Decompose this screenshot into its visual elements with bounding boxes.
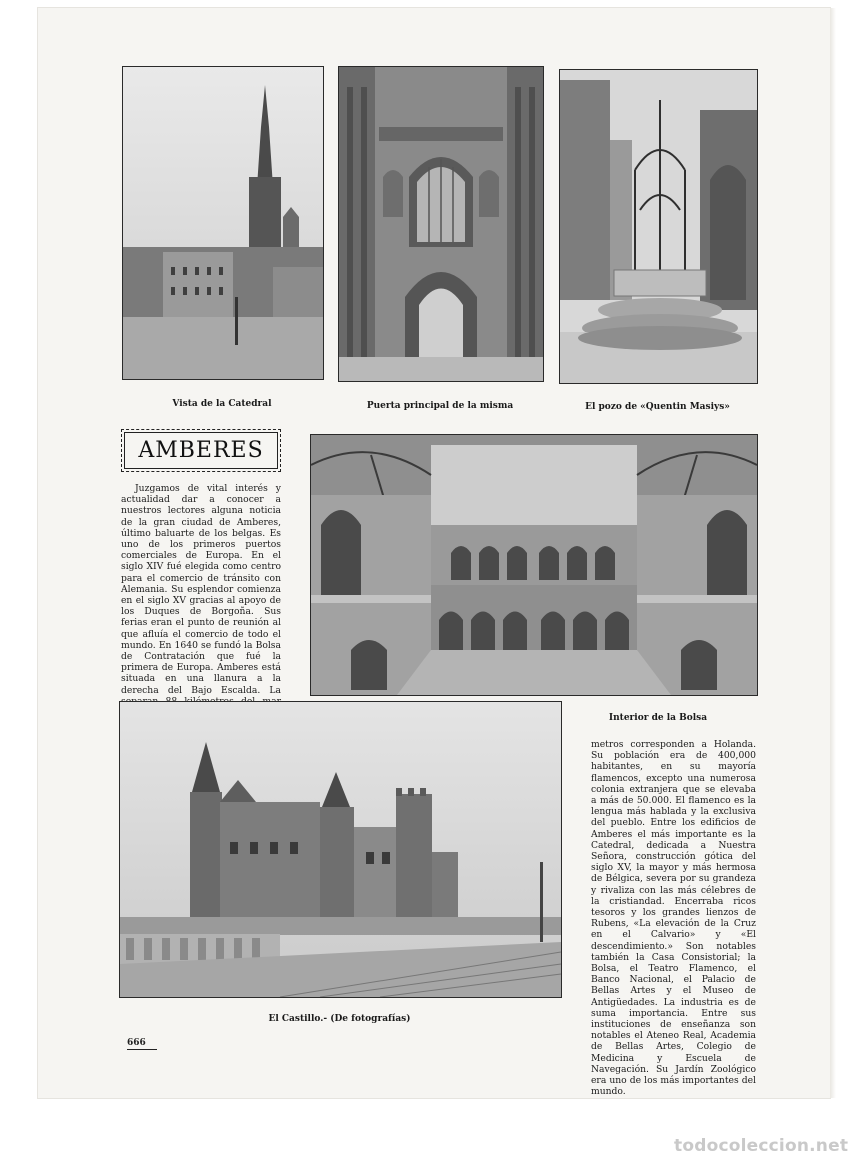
article-paragraph: Juzgamos de vital interés y actualidad dar a conocer a nuestros lectores alguna noticia de la gran ciudad de Amberes, último baluarte de los belgas. Es uno de los primeros puertos comerciales de Europa. En el siglo XIV fué elegida como centro para el comercio de tránsito con Alemania. Su esplendor comienza en el siglo XV gracias al apoyo de los Duques de Borgoña. Sus ferias eran el punto de reunión al que afluía el comercio de todo el mundo. En 1640 se fundó la Bolsa de Contratación que fué la primera de Europa. Amberes está situada en una llanura a la derecha del Bajo Escalda. La <box>121 483 281 696</box>
article-title-box <box>121 429 281 472</box>
caption-main-door: Puerta principal de la misma <box>366 401 514 411</box>
article-column-left <box>121 483 281 729</box>
photo-castle <box>119 701 562 998</box>
watermark-text: todocoleccion.net <box>674 1136 849 1156</box>
caption-bourse: Interior de la Bolsa <box>608 713 708 723</box>
photo-main-door <box>338 66 544 382</box>
article-paragraph-continued: metros corresponden a Holanda. Su población era de 400,000 habitantes, en su mayoría flamencos, excepto una numerosa colonia extranjera que se elevaba a más de 50.000. El flamenco es la lengua más hablada y la exclusiva del pueblo. Entre los edificios de Amberes el más importante es la Catedral, dedicada a Nuestra Señora, construcción gótica del siglo XV, la mayor y más hermosa de Bélgica, severa por su grandeza y rivaliza con las más célebres de la cristiandad. Encerraba ricos tesoros y los grandes lienzos de Rubens, «La elevación de la Cruz en el Calvario» y «El descendimiento.» Son notables también la Casa Consistorial; la Bolsa, el Teatro Flamenco, el Banco Nacional, el Palacio de Bellas Artes y el Museo de Antigüedades. La industria es de suma importancia. Entre sus instituciones de enseñanza son notables el Ateneo Real, Academia de Bellas Artes, Colegio de Medicina y Escuela de Navegación. Su Jardín Zoológico era uno de los más importantes del mundo. <box>591 739 756 1098</box>
article-title: AMBERES <box>138 438 264 463</box>
photo-bourse-interior <box>310 434 758 696</box>
photo-well <box>559 69 758 384</box>
page-edge <box>830 8 836 1098</box>
article-column-right <box>591 739 756 1098</box>
photo-cathedral-view <box>122 66 324 380</box>
caption-well: El pozo de «Quentin Masiys» <box>585 402 730 412</box>
caption-cathedral-view: Vista de la Catedral <box>172 399 272 409</box>
caption-castle: El Castillo.- (De fotografías) <box>268 1014 411 1024</box>
page-number: 666 <box>127 1038 157 1050</box>
